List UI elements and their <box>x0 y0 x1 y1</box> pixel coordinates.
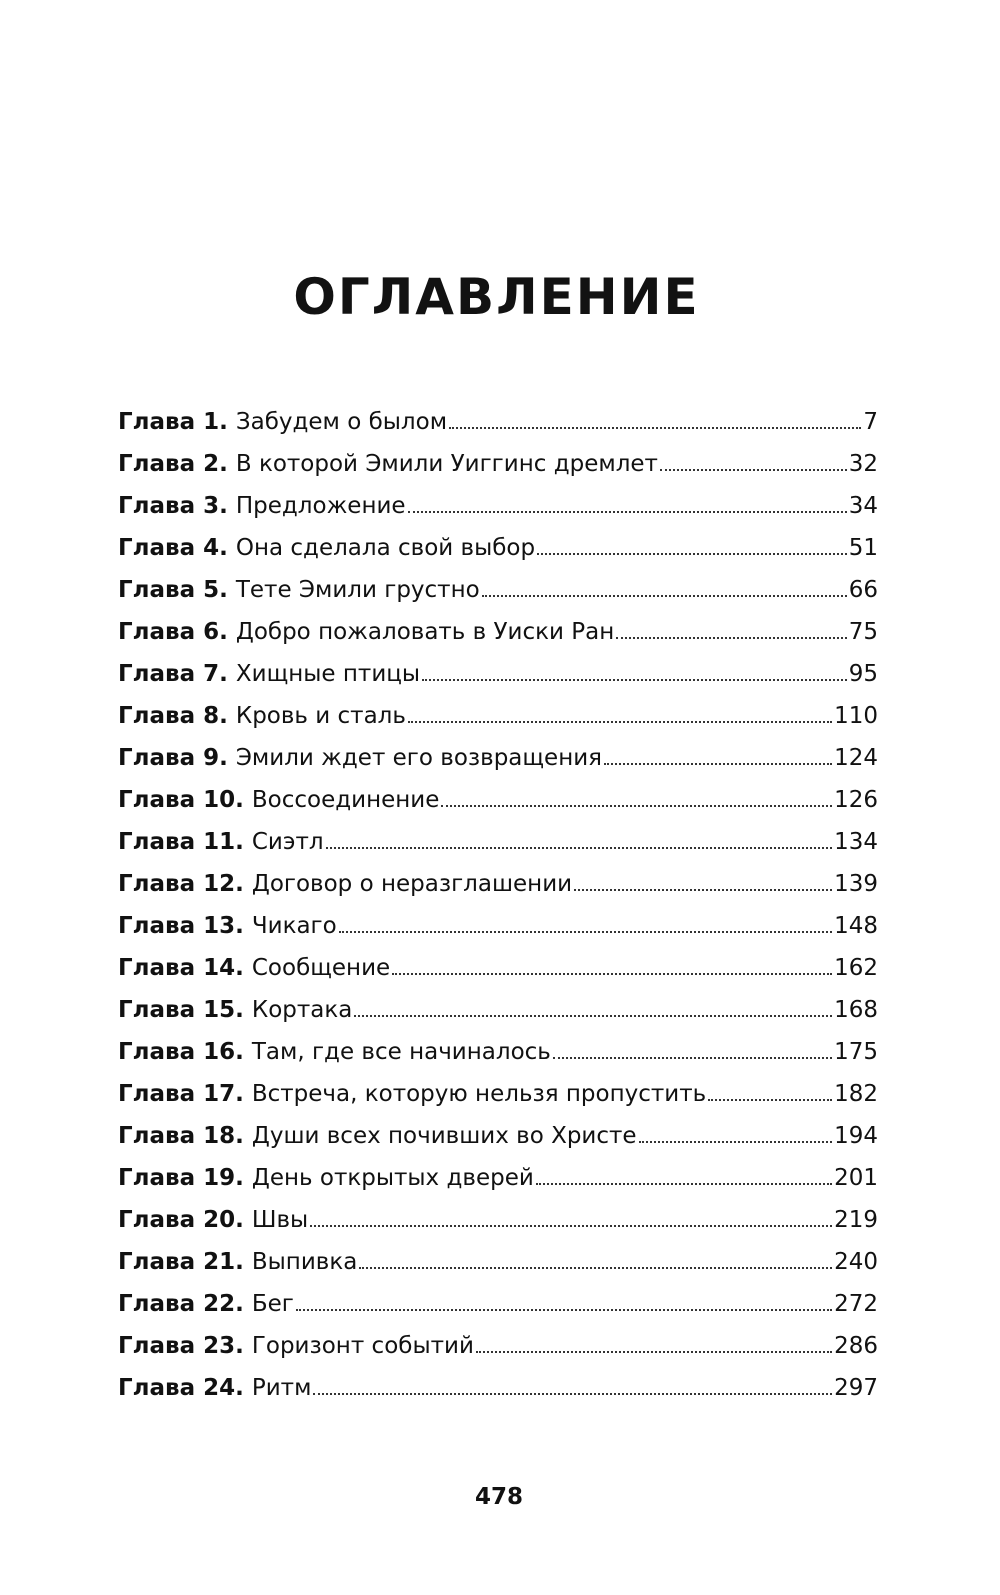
toc-chapter-number: Глава 9. <box>118 745 228 771</box>
toc-page-number: 75 <box>848 619 878 645</box>
toc-chapter-number: Глава 2. <box>118 451 228 477</box>
toc-chapter-title: Хищные птицы <box>235 661 421 687</box>
toc-page-number: 139 <box>834 871 878 897</box>
toc-dot-leader <box>310 1225 832 1227</box>
toc-entry <box>118 905 878 947</box>
toc-entry <box>118 1115 878 1157</box>
toc-chapter-number: Глава 19. <box>118 1165 244 1191</box>
toc-chapter-number: Глава 17. <box>118 1081 244 1107</box>
toc-chapter-title: Кровь и сталь <box>235 703 406 729</box>
toc-chapter-title: Тете Эмили грустно <box>235 577 480 603</box>
toc-chapter-title: Сиэтл <box>251 829 324 855</box>
toc-chapter-number: Глава 23. <box>118 1333 244 1359</box>
toc-dot-leader <box>553 1057 832 1059</box>
toc-page-number: 272 <box>834 1291 878 1317</box>
toc-chapter-number: Глава 11. <box>118 829 244 855</box>
toc-dot-leader <box>660 469 847 471</box>
toc-entry <box>118 989 878 1031</box>
toc-entry <box>118 401 878 443</box>
toc-chapter-number: Глава 14. <box>118 955 244 981</box>
toc-page-number: 32 <box>848 451 878 477</box>
toc-entry <box>118 569 878 611</box>
toc-page-number: 134 <box>834 829 878 855</box>
toc-chapter-title: Добро пожаловать в Уиски Ран <box>235 619 615 645</box>
toc-page-number: 182 <box>834 1081 878 1107</box>
toc-dot-leader <box>616 637 846 639</box>
toc-entry <box>118 1157 878 1199</box>
toc-chapter-title: Горизонт событий <box>251 1333 474 1359</box>
toc-chapter-title: Договор о неразглашении <box>251 871 573 897</box>
toc-page-number: 201 <box>834 1165 878 1191</box>
toc-chapter-number: Глава 6. <box>118 619 228 645</box>
toc-entry <box>118 1367 878 1409</box>
toc-chapter-number: Глава 7. <box>118 661 228 687</box>
toc-list <box>118 401 878 1409</box>
toc-chapter-title: Выпивка <box>251 1249 358 1275</box>
toc-page-number: 95 <box>848 661 878 687</box>
toc-dot-leader <box>326 847 833 849</box>
toc-entry <box>118 695 878 737</box>
toc-page-number: 124 <box>834 745 878 771</box>
toc-page-number: 240 <box>834 1249 878 1275</box>
toc-page-number: 194 <box>834 1123 878 1149</box>
toc-chapter-title: Души всех почивших во Христе <box>251 1123 637 1149</box>
toc-page-number: 175 <box>834 1039 878 1065</box>
toc-dot-leader <box>441 805 832 807</box>
toc-dot-leader <box>296 1309 832 1311</box>
toc-chapter-title: Она сделала свой выбор <box>235 535 536 561</box>
toc-page-number: 66 <box>848 577 878 603</box>
toc-entry <box>118 779 878 821</box>
toc-chapter-title: Чикаго <box>251 913 337 939</box>
toc-entry <box>118 611 878 653</box>
toc-chapter-title: Сообщение <box>251 955 391 981</box>
toc-chapter-title: Эмили ждет его возвращения <box>235 745 603 771</box>
toc-entry <box>118 947 878 989</box>
toc-dot-leader <box>537 553 847 555</box>
toc-entry <box>118 1199 878 1241</box>
toc-dot-leader <box>313 1393 832 1395</box>
toc-entry <box>118 1073 878 1115</box>
toc-chapter-number: Глава 18. <box>118 1123 244 1149</box>
toc-dot-leader <box>639 1141 833 1143</box>
toc-page-number: 162 <box>834 955 878 981</box>
toc-entry <box>118 1031 878 1073</box>
toc-chapter-number: Глава 12. <box>118 871 244 897</box>
toc-dot-leader <box>339 931 832 933</box>
toc-page-number: 110 <box>834 703 878 729</box>
toc-page-number: 286 <box>834 1333 878 1359</box>
toc-dot-leader <box>482 595 847 597</box>
toc-chapter-number: Глава 22. <box>118 1291 244 1317</box>
toc-page-number: 219 <box>834 1207 878 1233</box>
toc-chapter-number: Глава 8. <box>118 703 228 729</box>
toc-entry <box>118 485 878 527</box>
toc-chapter-title: Воссоединение <box>251 787 440 813</box>
toc-chapter-title: День открытых дверей <box>251 1165 534 1191</box>
toc-dot-leader <box>536 1183 832 1185</box>
toc-page-number: 297 <box>834 1375 878 1401</box>
toc-page-number: 148 <box>834 913 878 939</box>
toc-page-number: 126 <box>834 787 878 813</box>
toc-dot-leader <box>422 679 847 681</box>
toc-chapter-title: Там, где все начиналось <box>251 1039 551 1065</box>
toc-entry <box>118 863 878 905</box>
toc-entry <box>118 1283 878 1325</box>
toc-dot-leader <box>354 1015 832 1017</box>
toc-entry <box>118 1241 878 1283</box>
toc-dot-leader <box>392 973 832 975</box>
toc-entry <box>118 821 878 863</box>
toc-entry <box>118 653 878 695</box>
toc-entry <box>118 1325 878 1367</box>
toc-chapter-number: Глава 15. <box>118 997 244 1023</box>
toc-chapter-title: В которой Эмили Уиггинс дремлет <box>235 451 658 477</box>
toc-dot-leader <box>574 889 832 891</box>
toc-chapter-number: Глава 21. <box>118 1249 244 1275</box>
toc-entry <box>118 527 878 569</box>
toc-chapter-title: Бег <box>251 1291 294 1317</box>
toc-chapter-number: Глава 1. <box>118 409 228 435</box>
toc-dot-leader <box>408 511 847 513</box>
toc-page-number: 51 <box>848 535 878 561</box>
toc-dot-leader <box>408 721 832 723</box>
toc-dot-leader <box>476 1351 832 1353</box>
toc-page-number: 168 <box>834 997 878 1023</box>
toc-chapter-number: Глава 16. <box>118 1039 244 1065</box>
toc-chapter-number: Глава 24. <box>118 1375 244 1401</box>
toc-chapter-title: Встреча, которую нельзя пропустить <box>251 1081 707 1107</box>
toc-entry <box>118 737 878 779</box>
toc-page-number: 7 <box>863 409 878 435</box>
toc-chapter-title: Предложение <box>235 493 406 519</box>
toc-dot-leader <box>708 1099 832 1101</box>
toc-title: ОГЛАВЛЕНИЕ <box>293 268 700 326</box>
toc-dot-leader <box>449 427 861 429</box>
toc-chapter-number: Глава 4. <box>118 535 228 561</box>
toc-chapter-title: Ритм <box>251 1375 312 1401</box>
page-number: 478 <box>474 1484 523 1510</box>
toc-dot-leader <box>359 1267 832 1269</box>
toc-chapter-title: Забудем о былом <box>235 409 448 435</box>
toc-chapter-title: Швы <box>251 1207 309 1233</box>
toc-chapter-number: Глава 13. <box>118 913 244 939</box>
toc-dot-leader <box>604 763 832 765</box>
toc-page-number: 34 <box>848 493 878 519</box>
toc-chapter-number: Глава 5. <box>118 577 228 603</box>
toc-chapter-number: Глава 10. <box>118 787 244 813</box>
toc-entry <box>118 443 878 485</box>
toc-chapter-number: Глава 20. <box>118 1207 244 1233</box>
toc-chapter-number: Глава 3. <box>118 493 228 519</box>
toc-chapter-title: Кортака <box>251 997 353 1023</box>
